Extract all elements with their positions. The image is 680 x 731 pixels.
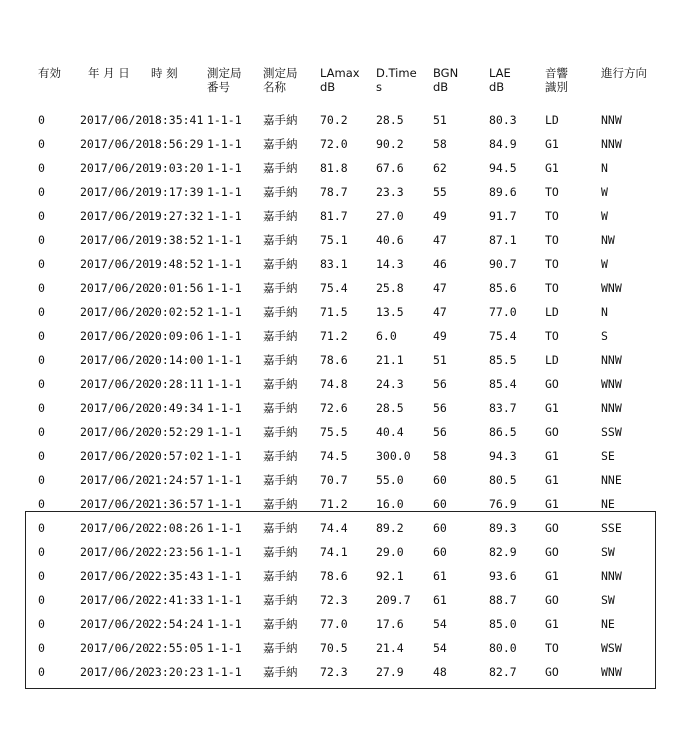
cell-bgn: 60 [433, 545, 447, 559]
cell-time: 20:01:56 [148, 281, 204, 295]
cell-time: 22:55:05 [148, 641, 204, 655]
cell-duration: 92.1 [376, 569, 404, 583]
cell-lae: 86.5 [489, 425, 517, 439]
cell-direction: NNW [601, 569, 622, 583]
cell-bgn: 51 [433, 353, 447, 367]
cell-date: 2017/06/20 [80, 545, 150, 559]
cell-station-name: 嘉手納 [263, 545, 298, 559]
cell-time: 19:03:20 [148, 161, 204, 175]
cell-time: 22:23:56 [148, 545, 204, 559]
cell-sound-type: G1 [545, 497, 559, 511]
cell-valid: 0 [38, 137, 45, 151]
cell-sound-type: G1 [545, 569, 559, 583]
cell-direction: W [601, 209, 608, 223]
cell-lae: 88.7 [489, 593, 517, 607]
cell-bgn: 58 [433, 449, 447, 463]
cell-lamax: 74.1 [320, 545, 348, 559]
cell-lae: 80.0 [489, 641, 517, 655]
cell-sound-type: LD [545, 353, 559, 367]
cell-lae: 80.3 [489, 113, 517, 127]
cell-bgn: 56 [433, 401, 447, 415]
cell-sound-type: TO [545, 209, 559, 223]
cell-lae: 85.5 [489, 353, 517, 367]
cell-direction: NNW [601, 353, 622, 367]
cell-station-name: 嘉手納 [263, 329, 298, 343]
cell-bgn: 60 [433, 497, 447, 511]
cell-bgn: 47 [433, 281, 447, 295]
highlight-frame [25, 511, 656, 689]
cell-sound-type: GO [545, 377, 559, 391]
cell-lae: 91.7 [489, 209, 517, 223]
cell-lae: 85.6 [489, 281, 517, 295]
cell-lamax: 74.4 [320, 521, 348, 535]
cell-station-number: 1-1-1 [207, 305, 242, 319]
cell-sound-type: GO [545, 521, 559, 535]
cell-date: 2017/06/20 [80, 113, 150, 127]
cell-lae: 85.0 [489, 617, 517, 631]
cell-lae: 89.6 [489, 185, 517, 199]
cell-time: 19:17:39 [148, 185, 204, 199]
cell-station-number: 1-1-1 [207, 641, 242, 655]
cell-station-name: 嘉手納 [263, 233, 298, 247]
cell-duration: 28.5 [376, 401, 404, 415]
cell-sound-type: G1 [545, 617, 559, 631]
cell-duration: 29.0 [376, 545, 404, 559]
cell-time: 20:02:52 [148, 305, 204, 319]
cell-station-number: 1-1-1 [207, 473, 242, 487]
header-duration: D.Time s [376, 66, 417, 94]
cell-lamax: 71.2 [320, 497, 348, 511]
cell-direction: NW [601, 233, 615, 247]
cell-duration: 40.6 [376, 233, 404, 247]
cell-sound-type: LD [545, 113, 559, 127]
cell-duration: 21.1 [376, 353, 404, 367]
cell-date: 2017/06/20 [80, 497, 150, 511]
cell-direction: NE [601, 617, 615, 631]
cell-lamax: 70.5 [320, 641, 348, 655]
cell-time: 18:35:41 [148, 113, 204, 127]
cell-lamax: 72.3 [320, 665, 348, 679]
cell-station-number: 1-1-1 [207, 449, 242, 463]
cell-station-number: 1-1-1 [207, 137, 242, 151]
cell-sound-type: TO [545, 257, 559, 271]
cell-station-number: 1-1-1 [207, 617, 242, 631]
cell-duration: 90.2 [376, 137, 404, 151]
cell-duration: 14.3 [376, 257, 404, 271]
cell-station-name: 嘉手納 [263, 569, 298, 583]
header-date: 年 月 日 [88, 66, 130, 80]
cell-direction: NNW [601, 113, 622, 127]
cell-lae: 89.3 [489, 521, 517, 535]
cell-valid: 0 [38, 113, 45, 127]
cell-sound-type: TO [545, 233, 559, 247]
cell-lamax: 77.0 [320, 617, 348, 631]
cell-valid: 0 [38, 449, 45, 463]
cell-time: 19:38:52 [148, 233, 204, 247]
cell-station-number: 1-1-1 [207, 569, 242, 583]
cell-station-name: 嘉手納 [263, 593, 298, 607]
cell-date: 2017/06/20 [80, 665, 150, 679]
cell-station-name: 嘉手納 [263, 497, 298, 511]
cell-lae: 93.6 [489, 569, 517, 583]
cell-station-name: 嘉手納 [263, 209, 298, 223]
cell-date: 2017/06/20 [80, 329, 150, 343]
cell-station-name: 嘉手納 [263, 185, 298, 199]
cell-station-name: 嘉手納 [263, 377, 298, 391]
cell-station-name: 嘉手納 [263, 425, 298, 439]
cell-station-number: 1-1-1 [207, 665, 242, 679]
cell-duration: 89.2 [376, 521, 404, 535]
cell-station-number: 1-1-1 [207, 521, 242, 535]
cell-date: 2017/06/20 [80, 377, 150, 391]
cell-date: 2017/06/20 [80, 305, 150, 319]
cell-bgn: 47 [433, 233, 447, 247]
cell-time: 20:52:29 [148, 425, 204, 439]
cell-date: 2017/06/20 [80, 473, 150, 487]
cell-time: 18:56:29 [148, 137, 204, 151]
cell-valid: 0 [38, 473, 45, 487]
cell-lae: 75.4 [489, 329, 517, 343]
cell-station-name: 嘉手納 [263, 353, 298, 367]
cell-date: 2017/06/20 [80, 281, 150, 295]
cell-valid: 0 [38, 545, 45, 559]
cell-lamax: 71.5 [320, 305, 348, 319]
cell-bgn: 46 [433, 257, 447, 271]
cell-station-number: 1-1-1 [207, 161, 242, 175]
cell-duration: 27.9 [376, 665, 404, 679]
cell-sound-type: G1 [545, 473, 559, 487]
cell-bgn: 51 [433, 113, 447, 127]
cell-direction: WSW [601, 641, 622, 655]
cell-lamax: 81.8 [320, 161, 348, 175]
cell-lae: 83.7 [489, 401, 517, 415]
cell-sound-type: GO [545, 665, 559, 679]
cell-valid: 0 [38, 257, 45, 271]
cell-lamax: 72.6 [320, 401, 348, 415]
cell-lamax: 78.7 [320, 185, 348, 199]
cell-valid: 0 [38, 497, 45, 511]
cell-station-number: 1-1-1 [207, 497, 242, 511]
cell-lae: 82.9 [489, 545, 517, 559]
cell-station-name: 嘉手納 [263, 521, 298, 535]
cell-lamax: 75.1 [320, 233, 348, 247]
cell-direction: SE [601, 449, 615, 463]
cell-bgn: 56 [433, 425, 447, 439]
cell-date: 2017/06/20 [80, 137, 150, 151]
header-time: 時 刻 [151, 66, 178, 80]
cell-station-name: 嘉手納 [263, 449, 298, 463]
cell-station-name: 嘉手納 [263, 617, 298, 631]
cell-bgn: 54 [433, 641, 447, 655]
cell-station-number: 1-1-1 [207, 401, 242, 415]
cell-date: 2017/06/20 [80, 401, 150, 415]
cell-lamax: 70.2 [320, 113, 348, 127]
cell-sound-type: TO [545, 281, 559, 295]
cell-station-name: 嘉手納 [263, 305, 298, 319]
cell-lae: 84.9 [489, 137, 517, 151]
cell-direction: SW [601, 545, 615, 559]
cell-bgn: 55 [433, 185, 447, 199]
cell-station-name: 嘉手納 [263, 137, 298, 151]
cell-duration: 209.7 [376, 593, 411, 607]
cell-station-number: 1-1-1 [207, 281, 242, 295]
cell-bgn: 54 [433, 617, 447, 631]
cell-sound-type: GO [545, 593, 559, 607]
cell-sound-type: G1 [545, 449, 559, 463]
cell-station-name: 嘉手納 [263, 401, 298, 415]
cell-station-number: 1-1-1 [207, 329, 242, 343]
cell-sound-type: G1 [545, 137, 559, 151]
cell-station-number: 1-1-1 [207, 113, 242, 127]
cell-date: 2017/06/20 [80, 161, 150, 175]
cell-time: 19:48:52 [148, 257, 204, 271]
cell-lamax: 83.1 [320, 257, 348, 271]
cell-sound-type: LD [545, 305, 559, 319]
cell-date: 2017/06/20 [80, 353, 150, 367]
cell-sound-type: TO [545, 329, 559, 343]
cell-date: 2017/06/20 [80, 257, 150, 271]
cell-date: 2017/06/20 [80, 425, 150, 439]
cell-date: 2017/06/20 [80, 617, 150, 631]
cell-duration: 40.4 [376, 425, 404, 439]
cell-time: 20:57:02 [148, 449, 204, 463]
cell-duration: 6.0 [376, 329, 397, 343]
cell-direction: NNE [601, 473, 622, 487]
cell-time: 20:09:06 [148, 329, 204, 343]
cell-duration: 67.6 [376, 161, 404, 175]
cell-valid: 0 [38, 593, 45, 607]
cell-direction: W [601, 185, 608, 199]
cell-date: 2017/06/20 [80, 449, 150, 463]
cell-date: 2017/06/20 [80, 641, 150, 655]
cell-bgn: 60 [433, 473, 447, 487]
cell-station-name: 嘉手納 [263, 665, 298, 679]
cell-time: 22:54:24 [148, 617, 204, 631]
cell-date: 2017/06/20 [80, 233, 150, 247]
cell-duration: 17.6 [376, 617, 404, 631]
cell-lae: 85.4 [489, 377, 517, 391]
cell-valid: 0 [38, 209, 45, 223]
cell-bgn: 61 [433, 569, 447, 583]
cell-valid: 0 [38, 641, 45, 655]
header-sound-type: 音響 識別 [545, 66, 568, 94]
cell-valid: 0 [38, 305, 45, 319]
cell-direction: WNW [601, 281, 622, 295]
cell-sound-type: GO [545, 425, 559, 439]
cell-time: 19:27:32 [148, 209, 204, 223]
cell-station-name: 嘉手納 [263, 257, 298, 271]
cell-valid: 0 [38, 233, 45, 247]
cell-duration: 300.0 [376, 449, 411, 463]
cell-valid: 0 [38, 401, 45, 415]
header-lae: LAE dB [489, 66, 511, 94]
cell-lae: 90.7 [489, 257, 517, 271]
cell-direction: S [601, 329, 608, 343]
cell-direction: N [601, 305, 608, 319]
cell-date: 2017/06/20 [80, 185, 150, 199]
cell-valid: 0 [38, 569, 45, 583]
cell-sound-type: TO [545, 185, 559, 199]
cell-lamax: 72.0 [320, 137, 348, 151]
cell-station-number: 1-1-1 [207, 353, 242, 367]
cell-lamax: 74.5 [320, 449, 348, 463]
cell-lae: 94.3 [489, 449, 517, 463]
cell-station-name: 嘉手納 [263, 113, 298, 127]
cell-station-number: 1-1-1 [207, 233, 242, 247]
cell-duration: 23.3 [376, 185, 404, 199]
cell-station-number: 1-1-1 [207, 425, 242, 439]
cell-direction: WNW [601, 665, 622, 679]
header-direction: 進行方向 [601, 66, 647, 80]
cell-lae: 87.1 [489, 233, 517, 247]
cell-bgn: 49 [433, 329, 447, 343]
cell-duration: 55.0 [376, 473, 404, 487]
cell-date: 2017/06/20 [80, 521, 150, 535]
header-station-number: 測定局 番号 [207, 66, 242, 94]
cell-date: 2017/06/20 [80, 593, 150, 607]
cell-station-name: 嘉手納 [263, 473, 298, 487]
cell-direction: SSW [601, 425, 622, 439]
cell-direction: SW [601, 593, 615, 607]
header-bgn: BGN dB [433, 66, 459, 94]
cell-lamax: 74.8 [320, 377, 348, 391]
cell-time: 20:14:00 [148, 353, 204, 367]
cell-duration: 13.5 [376, 305, 404, 319]
cell-lamax: 75.4 [320, 281, 348, 295]
cell-duration: 28.5 [376, 113, 404, 127]
cell-lamax: 78.6 [320, 353, 348, 367]
cell-sound-type: G1 [545, 161, 559, 175]
cell-duration: 25.8 [376, 281, 404, 295]
cell-valid: 0 [38, 185, 45, 199]
cell-date: 2017/06/20 [80, 209, 150, 223]
cell-lamax: 70.7 [320, 473, 348, 487]
cell-time: 23:20:23 [148, 665, 204, 679]
cell-station-number: 1-1-1 [207, 545, 242, 559]
cell-valid: 0 [38, 425, 45, 439]
cell-valid: 0 [38, 665, 45, 679]
cell-bgn: 56 [433, 377, 447, 391]
cell-bgn: 61 [433, 593, 447, 607]
cell-lamax: 78.6 [320, 569, 348, 583]
header-station-name: 測定局 名称 [263, 66, 298, 94]
cell-direction: SSE [601, 521, 622, 535]
cell-time: 21:24:57 [148, 473, 204, 487]
cell-duration: 24.3 [376, 377, 404, 391]
cell-time: 22:35:43 [148, 569, 204, 583]
cell-direction: NNW [601, 137, 622, 151]
cell-time: 21:36:57 [148, 497, 204, 511]
cell-lae: 94.5 [489, 161, 517, 175]
cell-lae: 76.9 [489, 497, 517, 511]
cell-duration: 21.4 [376, 641, 404, 655]
cell-station-name: 嘉手納 [263, 641, 298, 655]
cell-bgn: 60 [433, 521, 447, 535]
cell-valid: 0 [38, 329, 45, 343]
cell-duration: 27.0 [376, 209, 404, 223]
cell-station-name: 嘉手納 [263, 281, 298, 295]
cell-station-number: 1-1-1 [207, 185, 242, 199]
cell-bgn: 62 [433, 161, 447, 175]
cell-direction: W [601, 257, 608, 271]
cell-bgn: 49 [433, 209, 447, 223]
cell-sound-type: GO [545, 545, 559, 559]
cell-direction: N [601, 161, 608, 175]
cell-sound-type: TO [545, 641, 559, 655]
cell-valid: 0 [38, 617, 45, 631]
cell-valid: 0 [38, 377, 45, 391]
cell-lamax: 75.5 [320, 425, 348, 439]
cell-time: 20:28:11 [148, 377, 204, 391]
cell-station-number: 1-1-1 [207, 209, 242, 223]
cell-time: 22:08:26 [148, 521, 204, 535]
cell-direction: NNW [601, 401, 622, 415]
cell-duration: 16.0 [376, 497, 404, 511]
cell-lamax: 72.3 [320, 593, 348, 607]
cell-station-number: 1-1-1 [207, 257, 242, 271]
cell-sound-type: G1 [545, 401, 559, 415]
cell-time: 20:49:34 [148, 401, 204, 415]
cell-station-number: 1-1-1 [207, 377, 242, 391]
cell-valid: 0 [38, 281, 45, 295]
cell-lae: 80.5 [489, 473, 517, 487]
cell-direction: WNW [601, 377, 622, 391]
cell-bgn: 48 [433, 665, 447, 679]
cell-valid: 0 [38, 161, 45, 175]
cell-station-number: 1-1-1 [207, 593, 242, 607]
cell-lamax: 71.2 [320, 329, 348, 343]
cell-time: 22:41:33 [148, 593, 204, 607]
cell-direction: NE [601, 497, 615, 511]
cell-lamax: 81.7 [320, 209, 348, 223]
cell-lae: 77.0 [489, 305, 517, 319]
cell-valid: 0 [38, 521, 45, 535]
cell-bgn: 47 [433, 305, 447, 319]
cell-station-name: 嘉手納 [263, 161, 298, 175]
cell-date: 2017/06/20 [80, 569, 150, 583]
header-valid: 有効 [38, 66, 61, 80]
header-lamax: LAmax dB [320, 66, 360, 94]
cell-valid: 0 [38, 353, 45, 367]
cell-bgn: 58 [433, 137, 447, 151]
cell-lae: 82.7 [489, 665, 517, 679]
